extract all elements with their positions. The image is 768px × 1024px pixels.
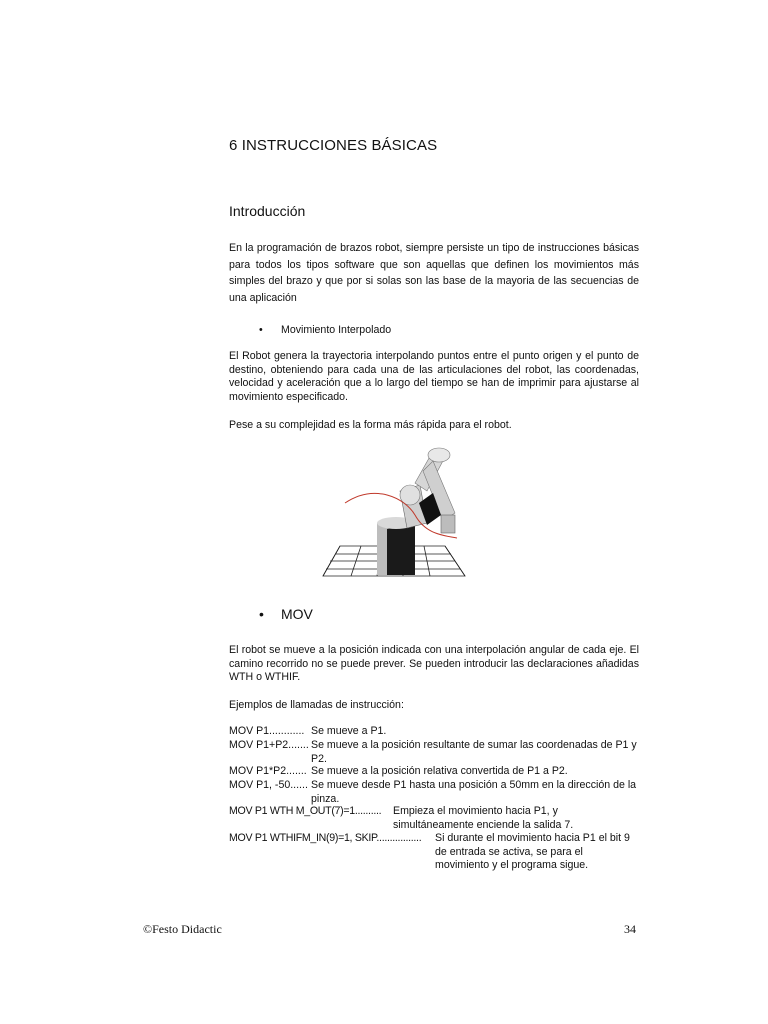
bullet-label: MOV bbox=[281, 606, 313, 622]
footer-publisher: ©Festo Didactic bbox=[143, 922, 222, 936]
bullet-item-mov bbox=[259, 606, 459, 626]
example-row bbox=[229, 725, 639, 739]
example-command: MOV P1 WTH M_OUT(7)=1.......... bbox=[229, 805, 382, 817]
page-number: 34 bbox=[624, 922, 636, 936]
intro-heading: Introducción bbox=[229, 203, 306, 219]
bullet-icon: • bbox=[259, 606, 264, 622]
complejidad-paragraph: Pese a su complejidad es la forma más rápida para el robot. bbox=[229, 419, 512, 431]
example-row bbox=[229, 805, 639, 833]
example-row bbox=[229, 779, 639, 807]
example-command: MOV P1*P2....... bbox=[229, 765, 307, 777]
intro-paragraph: En la programación de brazos robot, siempre persiste un tipo de instrucciones básicas para todos los tipos software que son aquellas que definen los movimientos más simples del brazo y que por si solas son las base de la mayoria de las secuencias de una aplicación bbox=[229, 242, 639, 304]
example-description: Se mueve a P1. bbox=[311, 725, 387, 737]
mov-paragraph: El robot se mueve a la posición indicada con una interpolación angular de cada eje. El camino recorrido no se puede prever. Se pueden introducir las declaraciones añadidas WTH o WTHIF. bbox=[229, 644, 639, 683]
example-row bbox=[229, 739, 639, 767]
bullet-label: Movimiento Interpolado bbox=[281, 324, 392, 336]
example-command: MOV P1, -50...... bbox=[229, 779, 308, 791]
example-description: Empieza el movimiento hacia P1, y simultáneamente enciende la salida 7. bbox=[393, 805, 574, 831]
bullet-item-interpolado bbox=[259, 324, 559, 340]
example-row bbox=[229, 832, 639, 874]
examples-heading: Ejemplos de llamadas de instrucción: bbox=[229, 699, 404, 711]
interpolado-paragraph: El Robot genera la trayectoria interpolando puntos entre el punto origen y el punto de destino, obteniendo para cada una de las articulaciones del robot, las coordenadas, velocidad y aceleración que a lo largo del tiempo se han de imprimir para ajustarse al movimiento especificado. bbox=[229, 350, 639, 403]
robot-arm-illustration bbox=[315, 443, 475, 583]
example-description: Se mueve a la posición resultante de sumar las coordenadas de P1 y P2. bbox=[311, 739, 637, 765]
example-row bbox=[229, 765, 639, 779]
example-description: Se mueve a la posición relativa convertida de P1 a P2. bbox=[311, 765, 568, 777]
bullet-icon: • bbox=[259, 324, 263, 336]
section-title: 6 INSTRUCCIONES BÁSICAS bbox=[229, 137, 438, 154]
example-command: MOV P1 WTHIFM_IN(9)=1, SKIP................. bbox=[229, 832, 422, 844]
example-command: MOV P1............ bbox=[229, 725, 305, 737]
example-command: MOV P1+P2....... bbox=[229, 739, 309, 751]
example-description: Se mueve desde P1 hasta una posición a 50mm en la dirección de la pinza. bbox=[311, 779, 637, 805]
example-description: Si durante el movimiento hacia P1 el bit 9 de entrada se activa, se para el movimiento y el programa sigue. bbox=[435, 832, 630, 871]
